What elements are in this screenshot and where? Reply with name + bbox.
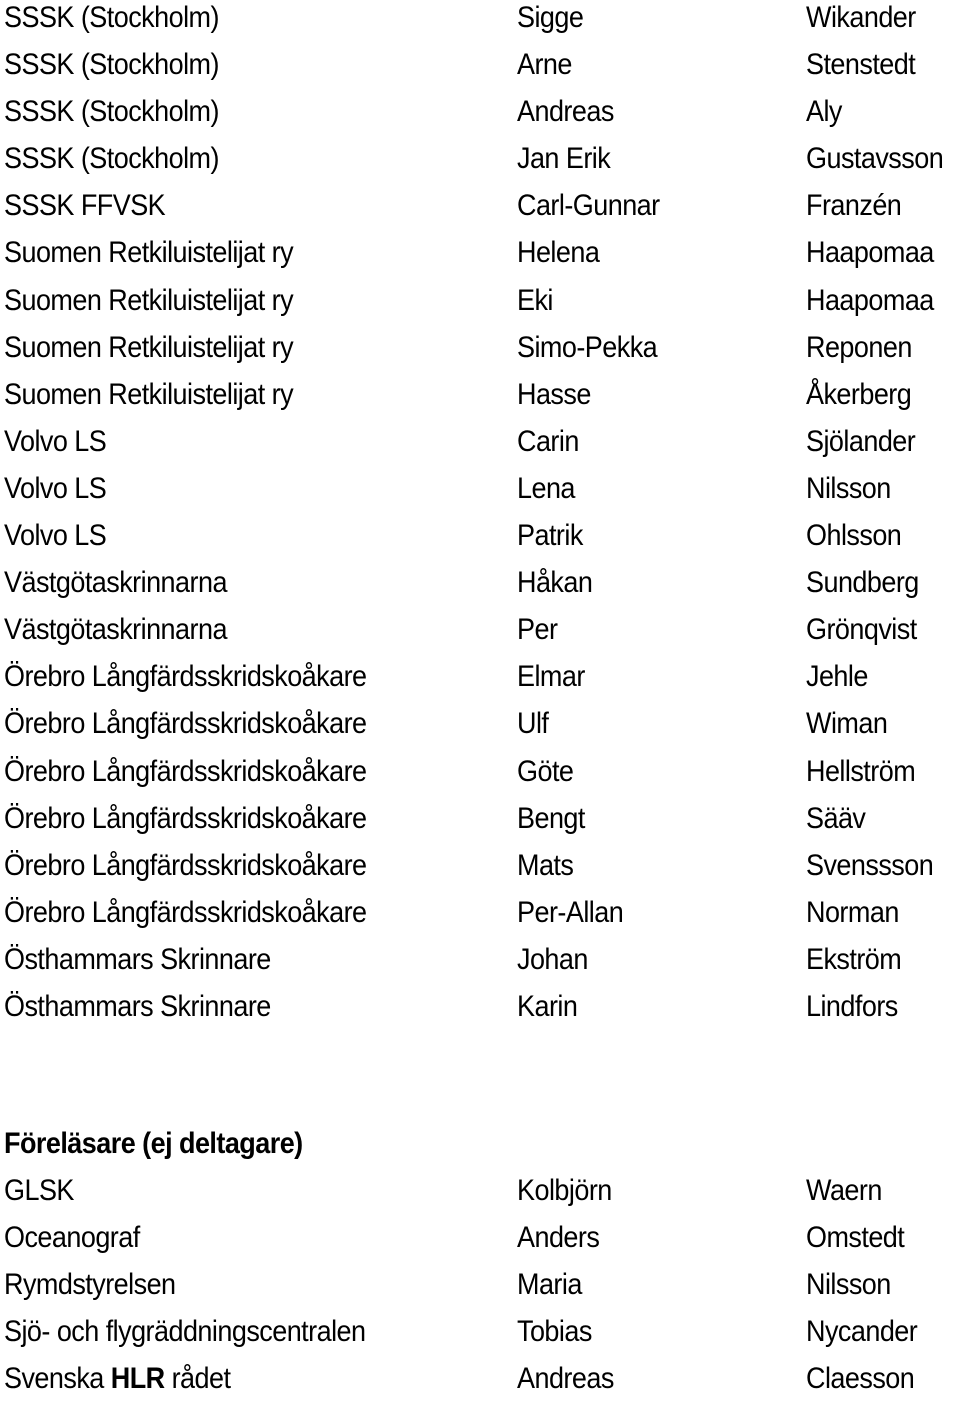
- organization-cell: Östhammars Skrinnare: [4, 989, 271, 1023]
- lecturers-heading: Föreläsare (ej deltagare): [4, 1127, 303, 1160]
- first-name-cell: Simo-Pekka: [517, 330, 658, 364]
- last-name-cell: Åkerberg: [806, 377, 912, 411]
- table-row: [4, 1308, 960, 1355]
- first-name-cell: Hasse: [517, 377, 591, 411]
- first-name-cell: Mats: [517, 848, 574, 882]
- last-name-cell: Haapomaa: [806, 236, 934, 270]
- last-name-cell: Hellström: [806, 754, 916, 788]
- table-row: [4, 229, 960, 276]
- organization-cell: SSSK (Stockholm): [4, 1, 219, 34]
- last-name-cell: Jehle: [806, 660, 868, 694]
- first-name-cell: Anders: [517, 1221, 600, 1255]
- first-name-cell: Tobias: [517, 1315, 592, 1349]
- organization-cell: SSSK (Stockholm): [4, 48, 219, 82]
- last-name-cell: Claesson: [806, 1362, 915, 1396]
- first-name-cell: Johan: [517, 942, 588, 976]
- last-name-cell: Sundberg: [806, 566, 919, 600]
- first-name-cell: Arne: [517, 48, 572, 82]
- first-name-cell: Carl-Gunnar: [517, 189, 660, 223]
- organization-cell: Örebro Långfärdsskridskoåkare: [4, 801, 367, 835]
- org-prefix: Svenska: [4, 1362, 104, 1396]
- organization-cell: Suomen Retkiluistelijat ry: [4, 236, 294, 270]
- last-name-cell: Svenssson: [806, 848, 934, 882]
- table-row: [4, 88, 960, 135]
- last-name-cell: Haapomaa: [806, 283, 934, 317]
- table-row: [4, 1214, 960, 1261]
- table-row: [4, 1167, 960, 1214]
- first-name-cell: Jan Erik: [517, 142, 611, 176]
- organization-cell: Örebro Långfärdsskridskoåkare: [4, 660, 367, 694]
- table-row: [4, 465, 960, 512]
- first-name-cell: Helena: [517, 236, 600, 270]
- table-row: [4, 653, 960, 700]
- first-name-cell: Andreas: [517, 95, 614, 129]
- table-row: [4, 936, 960, 983]
- first-name-cell: Andreas: [517, 1362, 614, 1396]
- organization-cell: Oceanograf: [4, 1221, 140, 1255]
- first-name-cell: Sigge: [517, 1, 584, 34]
- last-name-cell: Nycander: [806, 1315, 918, 1349]
- table-row: [4, 277, 960, 324]
- last-name-cell: Franzén: [806, 189, 902, 223]
- organization-cell: Volvo LS: [4, 519, 107, 553]
- first-name-cell: Eki: [517, 283, 553, 317]
- first-name-cell: Carin: [517, 424, 579, 458]
- organization-cell: Rymdstyrelsen: [4, 1268, 176, 1302]
- table-row: [4, 606, 960, 653]
- last-name-cell: Waern: [806, 1174, 882, 1208]
- organization-cell: [4, 1355, 230, 1402]
- participant-table: [4, 0, 960, 1030]
- organization-cell: Örebro Långfärdsskridskoåkare: [4, 848, 367, 882]
- last-name-cell: Ohlsson: [806, 519, 902, 553]
- last-name-cell: Gustavsson: [806, 142, 944, 176]
- organization-cell: Västgötaskrinnarna: [4, 566, 227, 600]
- table-row: [4, 559, 960, 606]
- last-name-cell: Reponen: [806, 330, 912, 364]
- first-name-cell: Per: [517, 613, 558, 647]
- last-name-cell: Nilsson: [806, 471, 891, 505]
- table-row: [4, 41, 960, 88]
- first-name-cell: Elmar: [517, 660, 585, 694]
- table-row: [4, 842, 960, 889]
- table-row: [4, 182, 960, 229]
- organization-cell: Sjö- och flygräddningscentralen: [4, 1315, 366, 1349]
- table-row: [4, 889, 960, 936]
- org-bold: HLR: [110, 1362, 165, 1396]
- first-name-cell: Maria: [517, 1268, 582, 1302]
- organization-cell: Suomen Retkiluistelijat ry: [4, 330, 294, 364]
- table-row: [4, 418, 960, 465]
- table-row: [4, 0, 960, 41]
- lecturer-rows: [4, 1167, 960, 1355]
- last-name-cell: Nilsson: [806, 1268, 891, 1302]
- organization-cell: Örebro Långfärdsskridskoåkare: [4, 754, 367, 788]
- organization-cell: Suomen Retkiluistelijat ry: [4, 283, 294, 317]
- first-name-cell: Karin: [517, 989, 578, 1023]
- table-row: [4, 1355, 960, 1402]
- first-name-cell: Håkan: [517, 566, 593, 600]
- table-row: [4, 512, 960, 559]
- table-row: [4, 135, 960, 182]
- last-name-cell: Norman: [806, 895, 899, 929]
- last-name-cell: Sääv: [806, 801, 866, 835]
- first-name-cell: Kolbjörn: [517, 1174, 612, 1208]
- organization-cell: GLSK: [4, 1174, 74, 1208]
- organization-cell: Örebro Långfärdsskridskoåkare: [4, 707, 367, 741]
- organization-cell: Västgötaskrinnarna: [4, 613, 227, 647]
- table-row: [4, 700, 960, 747]
- table-row: [4, 983, 960, 1030]
- last-name-cell: Grönqvist: [806, 613, 917, 647]
- organization-cell: Örebro Långfärdsskridskoåkare: [4, 895, 367, 929]
- organization-cell: Volvo LS: [4, 471, 107, 505]
- first-name-cell: Bengt: [517, 801, 585, 835]
- last-name-cell: Aly: [806, 95, 842, 129]
- first-name-cell: Lena: [517, 471, 575, 505]
- last-name-cell: Ekström: [806, 942, 902, 976]
- table-row: [4, 324, 960, 371]
- table-row: [4, 1261, 960, 1308]
- last-name-cell: Omstedt: [806, 1221, 905, 1255]
- last-name-cell: Sjölander: [806, 424, 916, 458]
- organization-cell: SSSK FFVSK: [4, 189, 166, 223]
- organization-cell: Östhammars Skrinnare: [4, 942, 271, 976]
- org-suffix: rådet: [171, 1362, 231, 1396]
- first-name-cell: Ulf: [517, 707, 549, 741]
- table-row: [4, 795, 960, 842]
- organization-cell: Volvo LS: [4, 424, 107, 458]
- last-name-cell: Wikander: [806, 1, 916, 34]
- last-name-cell: Wiman: [806, 707, 888, 741]
- first-name-cell: Göte: [517, 754, 574, 788]
- first-name-cell: Per-Allan: [517, 895, 624, 929]
- table-row: [4, 371, 960, 418]
- organization-cell: SSSK (Stockholm): [4, 95, 219, 129]
- first-name-cell: Patrik: [517, 519, 583, 553]
- organization-cell: Suomen Retkiluistelijat ry: [4, 377, 294, 411]
- lecturer-table: [4, 1120, 960, 1403]
- last-name-cell: Lindfors: [806, 989, 898, 1023]
- last-name-cell: Stenstedt: [806, 48, 916, 82]
- table-row: [4, 748, 960, 795]
- organization-cell: SSSK (Stockholm): [4, 142, 219, 176]
